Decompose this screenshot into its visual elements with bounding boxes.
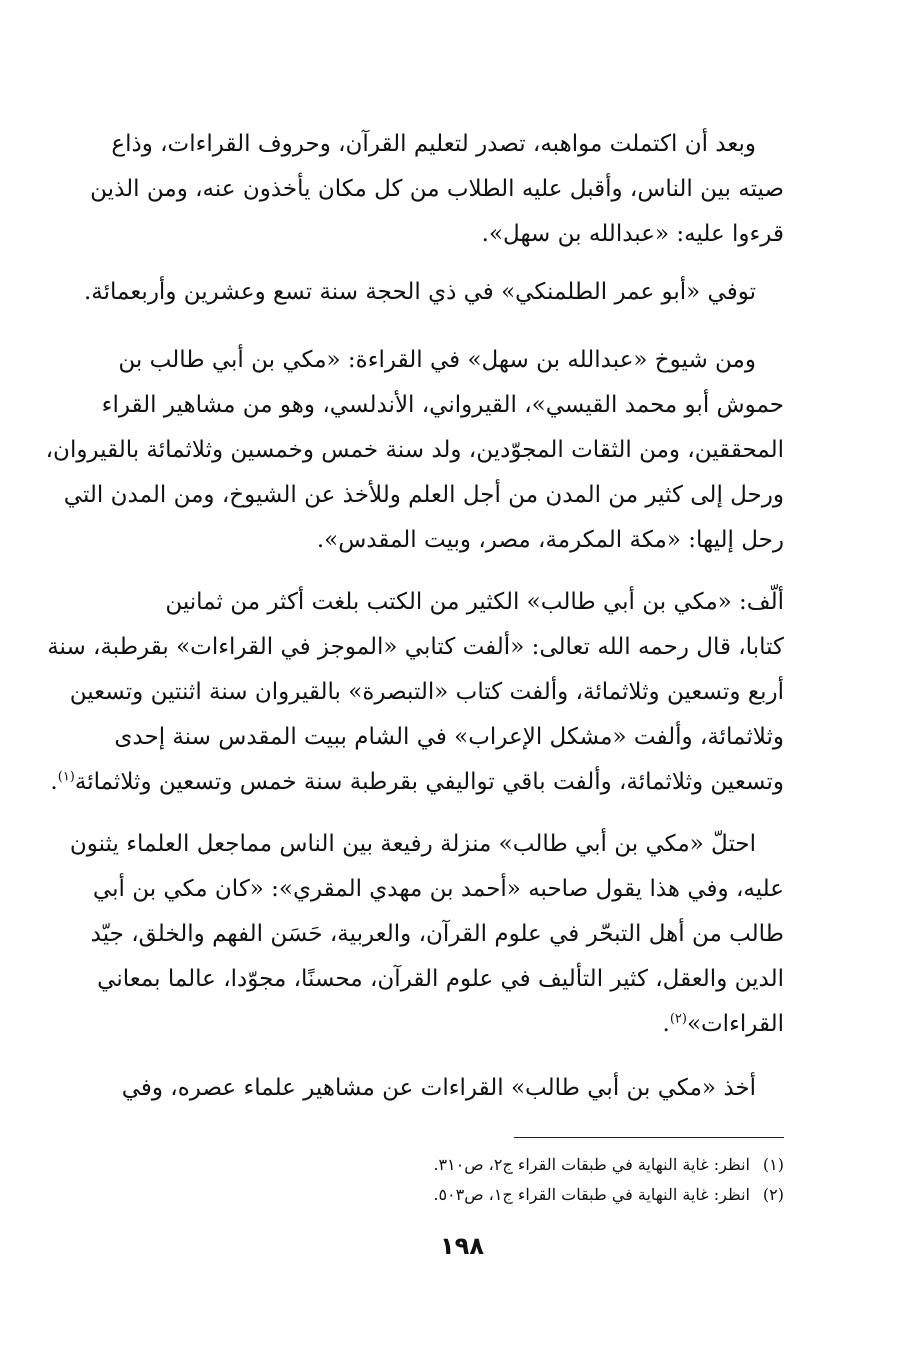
paragraph-6 <box>114 1066 784 1111</box>
paragraph-line: عليه، وفي هذا يقول صاحبه «أحمد بن مهدي المقري»: «كان مكي بن أبي <box>92 876 784 902</box>
footnote-reference: (١) <box>57 769 75 785</box>
paragraph-2 <box>83 270 784 315</box>
footnote-divider <box>514 1137 784 1138</box>
paragraph-line-text: القراءات» <box>686 1011 784 1037</box>
paragraph-line: توفي «أبو عمر الطلمنكي» في ذي الحجة سنة تسع وعشرين وأربعمائة. <box>83 279 756 305</box>
paragraph-line-with-ref <box>114 1002 784 1047</box>
paragraph-line: أخذ «مكي بن أبي طالب» القراءات عن مشاهير علماء عصره، وفي <box>121 1075 756 1101</box>
footnote-number: (١) <box>762 1155 784 1174</box>
paragraph-line: الدين والعقل، كثير التأليف في علوم القرآن، محسنًا، مجوّدا، عالما بمعاني <box>97 966 784 992</box>
paragraph-line: ومن شيوخ «عبدالله بن سهل» في القراءة: «مكي بن أبي طالب بن <box>118 347 756 373</box>
sentence-end: . <box>662 1011 670 1037</box>
paragraph-line: رحل إليها: «مكة المكرمة، مصر، وبيت المقدس». <box>316 527 784 553</box>
footnote-1 <box>114 1150 784 1180</box>
sentence-end: . <box>50 769 58 795</box>
paragraph-line: وثلاثمائة، وألفت «مشكل الإعراب» في الشام ببيت المقدس سنة إحدى <box>114 724 784 750</box>
paragraph-line: أربع وتسعين وثلاثمائة، وألفت كتاب «التبصرة» بالقيروان سنة اثنتين وتسعين <box>69 679 784 705</box>
paragraph-line: صيته بين الناس، وأقبل عليه الطلاب من كل مكان يأخذون عنه، ومن الذين <box>90 176 784 202</box>
paragraph-4 <box>47 580 784 805</box>
paragraph-line-text: وتسعين وثلاثمائة، وألفت باقي تواليفي بقرطبة سنة خمس وتسعين وثلاثمائة <box>74 769 784 795</box>
paragraph-line: كتابا، قال رحمه الله تعالى: «ألفت كتابي «الموجز في القراءات» بقرطبة، سنة <box>47 634 784 660</box>
page-number: ١٩٨ <box>440 1232 484 1260</box>
paragraph-line: قرءوا عليه: «عبدالله بن سهل». <box>481 221 784 247</box>
footnote-number: (٢) <box>762 1185 784 1204</box>
footnote-reference: (٢) <box>669 1011 687 1027</box>
paragraph-line: ورحل إلى كثير من المدن من أجل العلم وللأخذ عن الشيوخ، ومن المدن التي <box>63 482 784 508</box>
paragraph-line: احتلّ «مكي بن أبي طالب» منزلة رفيعة بين الناس مماجعل العلماء يثنون <box>69 831 756 857</box>
paragraph-5 <box>69 822 784 1047</box>
footnotes <box>114 1150 784 1210</box>
paragraph-line-with-ref <box>50 760 784 805</box>
paragraph-line: طالب من أهل التبحّر في علوم القرآن، والعربية، حَسَن الفهم والخلق، جيّد <box>90 921 784 947</box>
paragraph-line: المحققين، ومن الثقات المجوّدين، ولد سنة خمس وخمسين وثلاثمائة بالقيروان، <box>45 437 784 463</box>
footnote-text: انظر: غاية النهاية في طبقات القراء ج٢، ص٣١٠. <box>433 1155 750 1174</box>
paragraph-3 <box>45 338 784 563</box>
paragraph-line: وبعد أن اكتملت مواهبه، تصدر لتعليم القرآن، وحروف القراءات، وذاع <box>111 131 756 157</box>
paragraph-line: حموش أبو محمد القيسي»، القيرواني، الأندلسي، وهو من مشاهير القراء <box>101 392 784 418</box>
paragraph-1 <box>90 122 784 257</box>
footnote-2 <box>114 1180 784 1210</box>
footnote-text: انظر: غاية النهاية في طبقات القراء ج١، ص٥٠٣. <box>433 1185 750 1204</box>
paragraph-line: ألّف: «مكي بن أبي طالب» الكثير من الكتب بلغت أكثر من ثمانين <box>165 589 784 615</box>
